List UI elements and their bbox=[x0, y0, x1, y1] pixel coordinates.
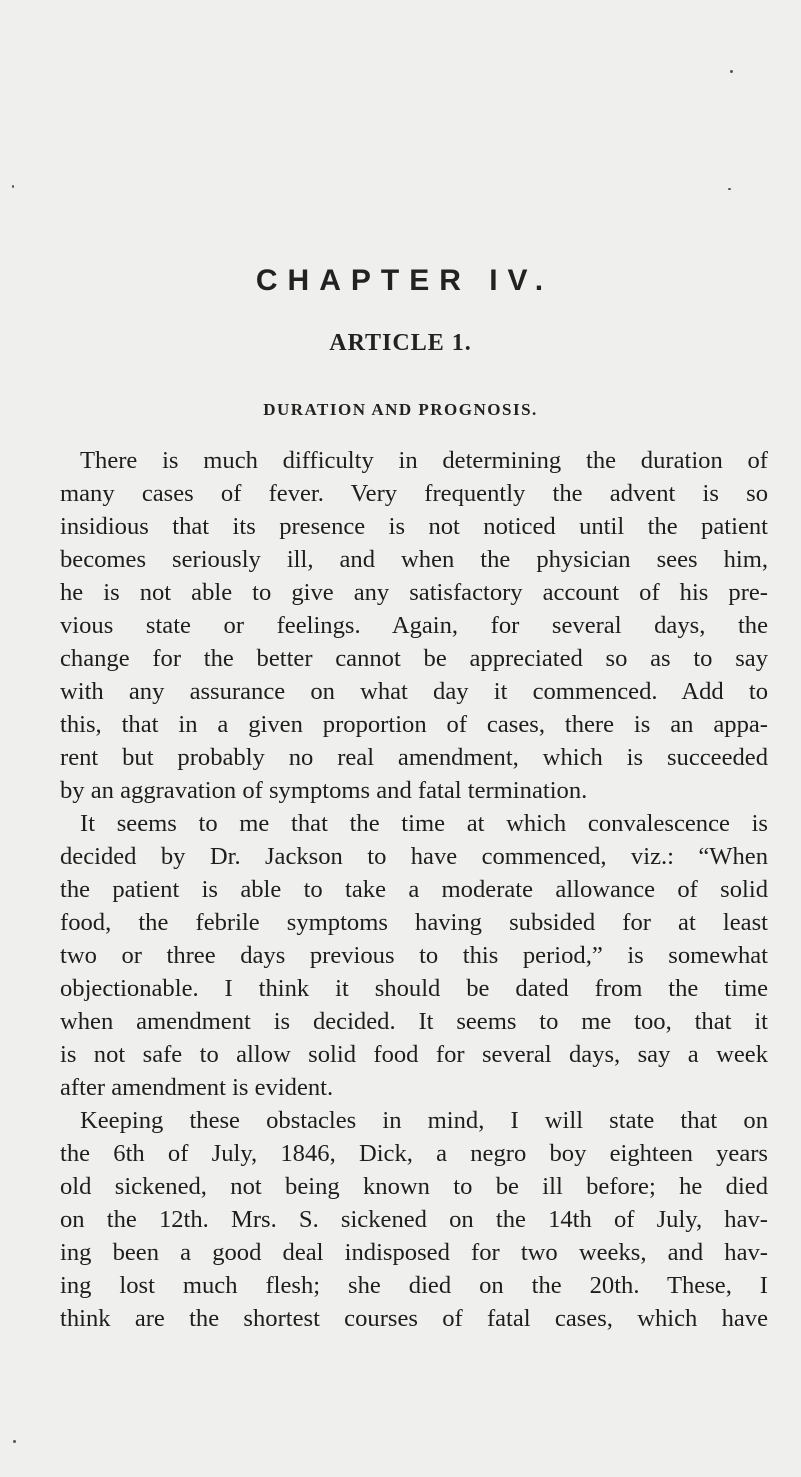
text-line: on the 12th. Mrs. S. sickened on the 14th of July, hav- bbox=[60, 1206, 768, 1233]
text-line: ing lost much flesh; she died on the 20th. These, I bbox=[60, 1272, 768, 1299]
text-line: think are the shortest courses of fatal cases, which have bbox=[60, 1305, 768, 1332]
text-line: decided by Dr. Jackson to have commenced, viz.: “When bbox=[60, 843, 768, 870]
text-line: food, the febrile symptoms having subsided for at least bbox=[60, 909, 768, 936]
text-line: is not safe to allow solid food for several days, say a week bbox=[60, 1041, 768, 1068]
article-title: ARTICLE 1. bbox=[329, 330, 472, 356]
text-line: by an aggravation of symptoms and fatal termination. bbox=[60, 777, 588, 804]
text-line: Keeping these obstacles in mind, I will state that on bbox=[80, 1107, 768, 1134]
section-title: DURATION AND PROGNOSIS. bbox=[263, 400, 538, 419]
text-line: There is much difficulty in determining the duration of bbox=[80, 447, 768, 474]
chapter-title: CHAPTER IV. bbox=[255, 264, 554, 297]
scan-speck bbox=[12, 185, 14, 188]
text-line: old sickened, not being known to be ill before; he died bbox=[60, 1173, 768, 1200]
text-line: It seems to me that the time at which convalescence is bbox=[80, 810, 768, 837]
scan-speck bbox=[730, 70, 733, 73]
text-line: ing been a good deal indisposed for two weeks, and hav- bbox=[60, 1239, 768, 1266]
text-line: he is not able to give any satisfactory account of his pre- bbox=[60, 579, 768, 606]
scan-speck bbox=[728, 188, 731, 190]
paragraph-1 bbox=[60, 444, 768, 807]
text-line: change for the better cannot be appreciated so as to say bbox=[60, 645, 768, 672]
text-line: after amendment is evident. bbox=[60, 1074, 334, 1101]
text-line: with any assurance on what day it commenced. Add to bbox=[60, 678, 768, 705]
text-line: the 6th of July, 1846, Dick, a negro boy eighteen years bbox=[60, 1140, 768, 1167]
text-line: insidious that its presence is not noticed until the patient bbox=[60, 513, 768, 540]
body-text bbox=[60, 444, 768, 1335]
text-line: this, that in a given proportion of cases, there is an appa- bbox=[60, 711, 768, 738]
text-line: becomes seriously ill, and when the physician sees him, bbox=[60, 546, 768, 573]
text-line: the patient is able to take a moderate allowance of solid bbox=[60, 876, 768, 903]
text-line: objectionable. I think it should be dated from the time bbox=[60, 975, 768, 1002]
text-line: rent but probably no real amendment, which is succeeded bbox=[60, 744, 768, 771]
text-line: vious state or feelings. Again, for several days, the bbox=[60, 612, 768, 639]
text-line: many cases of fever. Very frequently the advent is so bbox=[60, 480, 768, 507]
text-line: two or three days previous to this period,” is somewhat bbox=[60, 942, 768, 969]
scan-speck bbox=[13, 1440, 16, 1443]
paragraph-3 bbox=[60, 1104, 768, 1335]
paragraph-2 bbox=[60, 807, 768, 1104]
text-line: when amendment is decided. It seems to me too, that it bbox=[60, 1008, 768, 1035]
